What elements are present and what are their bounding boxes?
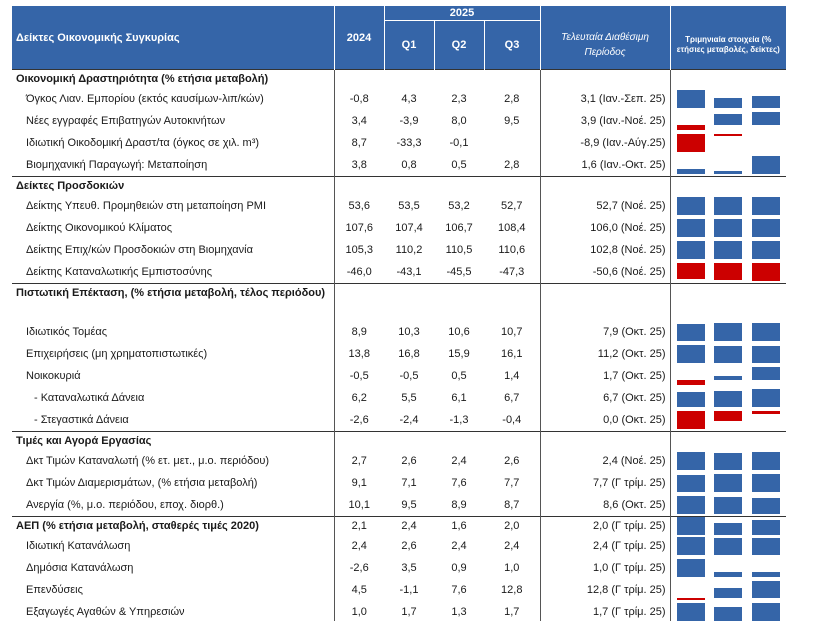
latest-value: 1,6 (Ιαν.-Οκτ. 25) xyxy=(540,154,670,177)
col-latest-period: Τελευταία Διαθέσιμη Περίοδος xyxy=(540,21,670,70)
value-q1: 10,3 xyxy=(398,326,420,338)
quarterly-bar xyxy=(752,263,780,281)
table-row xyxy=(12,472,786,494)
quarterly-bar xyxy=(752,219,780,237)
indicator-label: Δημόσια Κατανάλωση xyxy=(26,562,134,574)
quarterly-bar xyxy=(752,603,780,621)
quarterly-bars xyxy=(670,365,786,387)
value-2024: -2,6 xyxy=(334,409,384,432)
latest-value: -8,9 (Ιαν.-Αύγ.25) xyxy=(540,132,670,154)
value-2024: 1,0 xyxy=(334,601,384,621)
quarterly-bar xyxy=(752,389,780,407)
latest-value: 1,0 (Γ τρίμ. 25) xyxy=(540,557,670,579)
value-q3: 8,7 xyxy=(504,499,520,511)
col-q1: Q1 xyxy=(384,21,434,70)
value-2024: 3,8 xyxy=(334,154,384,177)
value-q1: 2,6 xyxy=(401,455,417,467)
value-q2: 7,6 xyxy=(451,477,467,489)
header-spacer xyxy=(540,6,670,21)
latest-value: 1,7 (Γ τρίμ. 25) xyxy=(540,601,670,621)
table-row xyxy=(12,88,786,110)
quarterly-bars xyxy=(670,239,786,261)
quarterly-bar xyxy=(714,389,742,407)
value-2024: -2,6 xyxy=(334,557,384,579)
quarterly-bar xyxy=(677,474,705,492)
value-q3: 2,6 xyxy=(504,455,520,467)
quarterly-bar xyxy=(677,389,705,407)
quarterly-bar xyxy=(677,559,705,577)
value-q3 xyxy=(484,132,540,154)
latest-value: 0,0 (Οκτ. 25) xyxy=(540,409,670,432)
quarterly-bar xyxy=(677,219,705,237)
table-row xyxy=(12,239,786,261)
quarterly-bar xyxy=(714,263,742,281)
indicator-label: Βιομηχανική Παραγωγή: Μεταποίηση xyxy=(26,159,208,171)
value-2024: 10,1 xyxy=(334,494,384,517)
quarterly-bar xyxy=(714,219,742,237)
latest-value: 2,4 (Νοέ. 25) xyxy=(540,450,670,472)
section-title: Πιστωτική Επέκταση, (% ετήσια μεταβολή, τέλος περιόδου) xyxy=(12,284,334,322)
latest-value: 2,4 (Γ τρίμ. 25) xyxy=(540,535,670,557)
latest-value: 1,7 (Οκτ. 25) xyxy=(540,365,670,387)
value-q2: 0,5 xyxy=(451,159,467,171)
quarterly-bars xyxy=(670,450,786,472)
quarterly-bar xyxy=(714,411,742,429)
value-q1: -0,5 xyxy=(399,370,419,382)
indicator-label: Δκτ Τιμών Καταναλωτή (% ετ. μετ., μ.ο. περιόδου) xyxy=(26,455,270,467)
col-q3: Q3 xyxy=(484,21,540,70)
section-title: Οικονομική Δραστηριότητα (% ετήσια μεταβολή) xyxy=(12,70,334,89)
value-q3: 110,6 xyxy=(498,244,526,256)
value-q1: 53,5 xyxy=(398,200,420,212)
table-row xyxy=(12,494,786,517)
value-q2: 2,3 xyxy=(451,93,467,105)
value-q2: -1,3 xyxy=(449,414,469,426)
table-row xyxy=(12,579,786,601)
quarterly-bar xyxy=(752,323,780,341)
latest-value: 11,2 (Οκτ. 25) xyxy=(540,343,670,365)
value-q1: 2,6 xyxy=(401,540,417,552)
quarterly-bar xyxy=(752,156,780,174)
value-q1: -3,9 xyxy=(399,115,419,127)
quarterly-bar xyxy=(752,517,780,535)
quarterly-bars xyxy=(670,343,786,365)
latest-value: 7,9 (Οκτ. 25) xyxy=(540,321,670,343)
quarterly-bar xyxy=(677,90,705,108)
value-2024: 13,8 xyxy=(334,343,384,365)
quarterly-bar xyxy=(677,156,705,174)
value-q1: -33,3 xyxy=(396,137,422,149)
value-2024: 2,7 xyxy=(334,450,384,472)
indicator-label: Εξαγωγές Αγαθών & Υπηρεσιών xyxy=(26,606,185,618)
table-row xyxy=(12,195,786,217)
quarterly-bar xyxy=(677,452,705,470)
quarterly-bars xyxy=(670,472,786,494)
quarterly-bar xyxy=(714,367,742,385)
quarterly-bars xyxy=(670,261,786,284)
value-q2: 7,6 xyxy=(451,584,467,596)
quarterly-bars xyxy=(670,110,786,132)
value-q2: 8,0 xyxy=(451,115,467,127)
col-2025-group: 2025 xyxy=(384,6,540,21)
value-q2: 106,7 xyxy=(445,222,473,234)
value-2024: 3,4 xyxy=(334,110,384,132)
value-2024: 2,4 xyxy=(334,535,384,557)
quarterly-bars xyxy=(670,601,786,621)
value-q1: 3,5 xyxy=(401,562,417,574)
quarterly-bar xyxy=(752,474,780,492)
value-q3: 1,7 xyxy=(504,606,520,618)
value-q3: 2,4 xyxy=(504,540,520,552)
value-q2: 15,9 xyxy=(448,348,470,360)
value-q3: 1,0 xyxy=(504,562,520,574)
indicator-label: Νοικοκυριά xyxy=(26,370,81,382)
latest-value: 3,9 (Ιαν.-Νοέ. 25) xyxy=(540,110,670,132)
indicator-label: Δείκτης Επιχ/κών Προσδοκιών στη Βιομηχανία xyxy=(26,244,253,256)
value-q3: 2,0 xyxy=(484,517,540,536)
value-q2: 6,1 xyxy=(451,392,467,404)
quarterly-bars xyxy=(670,321,786,343)
quarterly-bar xyxy=(752,367,780,385)
economic-indicators-table xyxy=(12,6,786,621)
table-row xyxy=(12,261,786,284)
indicator-label: Ιδιωτικός Τομέας xyxy=(26,326,108,338)
quarterly-bars xyxy=(670,195,786,217)
gdp-row xyxy=(12,517,786,536)
table-title: Δείκτες Οικονομικής Συγκυρίας xyxy=(12,6,334,70)
quarterly-bar xyxy=(714,452,742,470)
value-q2: 0,9 xyxy=(451,562,467,574)
quarterly-bar xyxy=(677,345,705,363)
value-q3: 1,4 xyxy=(504,370,520,382)
quarterly-bar xyxy=(714,345,742,363)
quarterly-bar xyxy=(714,474,742,492)
value-q3: 2,8 xyxy=(504,159,520,171)
value-q2: 53,2 xyxy=(448,200,470,212)
value-q3: 12,8 xyxy=(501,584,523,596)
value-q3: 6,7 xyxy=(504,392,520,404)
table-row xyxy=(12,365,786,387)
quarterly-bars xyxy=(670,494,786,517)
value-q2: 8,9 xyxy=(451,499,467,511)
indicator-label: - Στεγαστικά Δάνεια xyxy=(34,414,129,426)
header-row-years xyxy=(12,6,786,21)
table-row xyxy=(12,601,786,621)
table-row xyxy=(12,450,786,472)
quarterly-bar xyxy=(677,323,705,341)
quarterly-bars xyxy=(670,557,786,579)
latest-value: 2,0 (Γ τρίμ. 25) xyxy=(540,517,670,536)
value-q1: 16,8 xyxy=(398,348,420,360)
quarterly-bar xyxy=(752,112,780,130)
quarterly-bar xyxy=(714,517,742,535)
indicator-label: Δείκτης Υπευθ. Προμηθειών στη μεταποίηση PMI xyxy=(26,200,267,212)
quarterly-bar xyxy=(752,90,780,108)
quarterly-bar xyxy=(752,559,780,577)
value-q1: 0,8 xyxy=(401,159,417,171)
quarterly-bar xyxy=(714,323,742,341)
value-q2: 2,4 xyxy=(451,455,467,467)
value-q2: -45,5 xyxy=(446,266,472,278)
quarterly-bar xyxy=(714,197,742,215)
quarterly-bar xyxy=(752,197,780,215)
value-q3: 2,8 xyxy=(504,93,520,105)
value-2024: 9,1 xyxy=(334,472,384,494)
quarterly-bar xyxy=(714,241,742,259)
indicator-label: Ιδιωτική Κατανάλωση xyxy=(26,540,131,552)
col-quarterly-data: Τριμηνιαία στοιχεία (% ετήσιες μεταβολές, δείκτες) xyxy=(670,21,786,70)
value-q1: 7,1 xyxy=(401,477,417,489)
indicator-label: Δκτ Τιμών Διαμερισμάτων, (% ετήσια μεταβολή) xyxy=(26,477,258,489)
value-q3: 16,1 xyxy=(501,348,523,360)
quarterly-bar xyxy=(752,134,780,152)
table-row xyxy=(12,110,786,132)
quarterly-bar xyxy=(752,537,780,555)
section-header xyxy=(12,284,786,322)
latest-value: 8,6 (Οκτ. 25) xyxy=(540,494,670,517)
quarterly-bar xyxy=(752,241,780,259)
indicator-label: Ιδιωτική Οικοδομική Δραστ/τα (όγκος σε χιλ. m³) xyxy=(26,137,260,149)
value-q1: -2,4 xyxy=(399,414,419,426)
quarterly-bar xyxy=(677,411,705,429)
table-row xyxy=(12,321,786,343)
quarterly-bars xyxy=(670,154,786,177)
table-row xyxy=(12,217,786,239)
indicator-label: Νέες εγγραφές Επιβατηγών Αυτοκινήτων xyxy=(26,115,226,127)
table-row xyxy=(12,343,786,365)
value-2024: 53,6 xyxy=(334,195,384,217)
value-q2: 1,6 xyxy=(434,517,484,536)
header-spacer xyxy=(670,6,786,21)
indicator-label: Όγκος Λιαν. Εμπορίου (εκτός καυσίμων-λιπ/κών) xyxy=(26,93,264,105)
table-row xyxy=(12,557,786,579)
col-q2: Q2 xyxy=(434,21,484,70)
latest-value: 52,7 (Νοέ. 25) xyxy=(540,195,670,217)
quarterly-bar xyxy=(752,581,780,599)
quarterly-bars xyxy=(670,88,786,110)
value-2024: -0,8 xyxy=(334,88,384,110)
quarterly-bar xyxy=(677,581,705,599)
value-q3: 10,7 xyxy=(501,326,523,338)
latest-value: -50,6 (Νοέ. 25) xyxy=(540,261,670,284)
latest-value: 3,1 (Ιαν.-Σεπ. 25) xyxy=(540,88,670,110)
indicator-label: Επιχειρήσεις (μη χρηματοπιστωτικές) xyxy=(26,348,208,360)
quarterly-bar xyxy=(677,134,705,152)
quarterly-bar xyxy=(677,517,705,535)
value-q1: 110,2 xyxy=(395,244,423,256)
value-2024: -46,0 xyxy=(334,261,384,284)
indicator-label: Δείκτης Οικονομικού Κλίματος xyxy=(26,222,173,234)
quarterly-bar xyxy=(714,496,742,514)
quarterly-bar xyxy=(677,367,705,385)
quarterly-bar xyxy=(677,112,705,130)
section-header xyxy=(12,432,786,451)
col-2024: 2024 xyxy=(334,6,384,70)
section-title: Τιμές και Αγορά Εργασίας xyxy=(12,432,334,451)
quarterly-bars xyxy=(670,517,786,536)
table-row xyxy=(12,409,786,432)
quarterly-bar xyxy=(714,603,742,621)
quarterly-bar xyxy=(752,345,780,363)
latest-value: 7,7 (Γ τρίμ. 25) xyxy=(540,472,670,494)
quarterly-bars xyxy=(670,387,786,409)
section-header xyxy=(12,177,786,196)
value-q2: 0,5 xyxy=(451,370,467,382)
indicator-label: Ανεργία (%, μ.ο. περιόδου, εποχ. διορθ.) xyxy=(26,499,224,511)
table-row xyxy=(12,154,786,177)
quarterly-bar xyxy=(714,581,742,599)
indicator-label: Επενδύσεις xyxy=(26,584,83,596)
value-2024: -0,5 xyxy=(334,365,384,387)
quarterly-bar xyxy=(714,112,742,130)
value-q1: -1,1 xyxy=(399,584,419,596)
indicator-label: - Καταναλωτικά Δάνεια xyxy=(34,392,145,404)
quarterly-bar xyxy=(714,90,742,108)
quarterly-bar xyxy=(677,241,705,259)
section-header xyxy=(12,70,786,89)
quarterly-bar xyxy=(677,197,705,215)
value-q3: -0,4 xyxy=(502,414,522,426)
quarterly-bar xyxy=(714,134,742,152)
quarterly-bars xyxy=(670,535,786,557)
value-2024: 2,1 xyxy=(334,517,384,536)
value-2024: 107,6 xyxy=(334,217,384,239)
table-row xyxy=(12,535,786,557)
value-q2: -0,1 xyxy=(449,137,469,149)
value-q1: 107,4 xyxy=(395,222,423,234)
quarterly-bar xyxy=(714,559,742,577)
value-2024: 8,7 xyxy=(334,132,384,154)
quarterly-bar xyxy=(752,496,780,514)
quarterly-bar xyxy=(714,537,742,555)
quarterly-bar xyxy=(752,452,780,470)
quarterly-bar xyxy=(752,411,780,429)
value-q3: 108,4 xyxy=(498,222,526,234)
value-q3: 52,7 xyxy=(501,200,523,212)
value-2024: 105,3 xyxy=(334,239,384,261)
section-title: Δείκτες Προσδοκιών xyxy=(12,177,334,196)
value-q2: 110,5 xyxy=(445,244,473,256)
latest-value: 6,7 (Οκτ. 25) xyxy=(540,387,670,409)
gdp-title: ΑΕΠ (% ετήσια μεταβολή, σταθερές τιμές 2020) xyxy=(12,517,334,536)
indicators-table-container xyxy=(12,6,786,621)
latest-value: 102,8 (Νοέ. 25) xyxy=(540,239,670,261)
value-q1: 9,5 xyxy=(401,499,417,511)
value-q1: 1,7 xyxy=(401,606,417,618)
quarterly-bar xyxy=(714,156,742,174)
table-row xyxy=(12,132,786,154)
quarterly-bars xyxy=(670,132,786,154)
value-q1: 5,5 xyxy=(401,392,417,404)
value-q3: 7,7 xyxy=(504,477,520,489)
quarterly-bars xyxy=(670,579,786,601)
value-q1: 4,3 xyxy=(401,93,417,105)
value-q2: 1,3 xyxy=(451,606,467,618)
indicator-label: Δείκτης Καταναλωτικής Εμπιστοσύνης xyxy=(26,266,213,278)
value-2024: 6,2 xyxy=(334,387,384,409)
value-q3: 9,5 xyxy=(504,115,520,127)
value-q1: -43,1 xyxy=(396,266,422,278)
latest-value: 12,8 (Γ τρίμ. 25) xyxy=(540,579,670,601)
value-q2: 2,4 xyxy=(451,540,467,552)
value-2024: 8,9 xyxy=(334,321,384,343)
table-row xyxy=(12,387,786,409)
value-q1: 2,4 xyxy=(384,517,434,536)
quarterly-bars xyxy=(670,217,786,239)
value-q2: 10,6 xyxy=(448,326,470,338)
latest-value: 106,0 (Νοέ. 25) xyxy=(540,217,670,239)
quarterly-bar xyxy=(677,603,705,621)
quarterly-bar xyxy=(677,537,705,555)
quarterly-bars xyxy=(670,409,786,432)
value-q3: -47,3 xyxy=(499,266,525,278)
quarterly-bar xyxy=(677,263,705,281)
quarterly-bar xyxy=(677,496,705,514)
value-2024: 4,5 xyxy=(334,579,384,601)
